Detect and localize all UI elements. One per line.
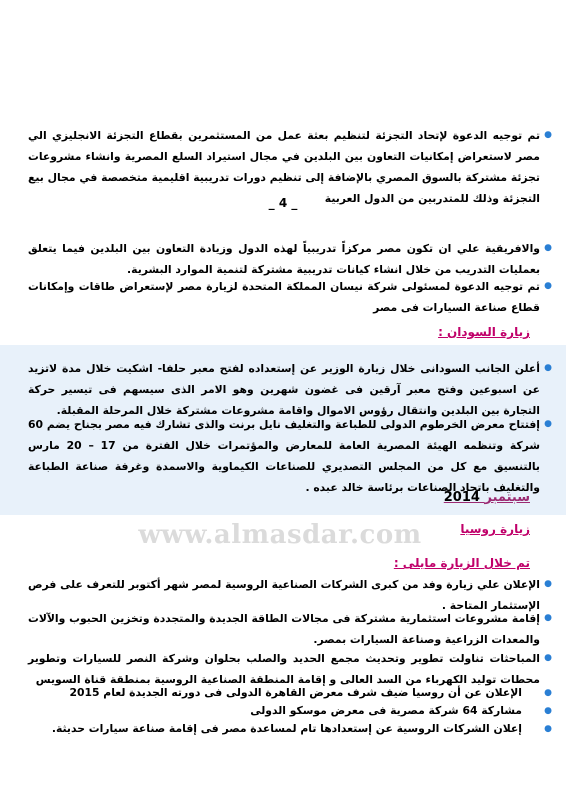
paragraph-nissan-invitation: تم توجيه الدعوة لمسئولى شركة نيسان المملكة المتحدة لزيارة مصر لإستعراض طاقات وإمكانات قطاع صناعة السيارات فى مصر [28, 280, 540, 314]
bullet-icon: ● [544, 706, 552, 716]
paragraph-joint-projects: إقامة مشروعات استثمارية مشتركة فى مجالات الطاقة الجديدة والمتجددة وتخزين الحبوب والآلات والمعدات الزراعية وصناعة السيارات بمصر. [28, 612, 540, 646]
heading-month: سبتمبر [484, 490, 530, 505]
list-item-moscow-fair: مشاركة 64 شركة مصرية فى معرض موسكو الدولى [250, 704, 522, 717]
heading-sudan-visit: زيارة السودان : [438, 325, 530, 339]
paragraph-talks-development: المباحثات تناولت تطوير وتحديث مجمع الحديد والصلب بحلوان وشركة النصر للسيارات وتطوير محطات توليد الكهرباء من السد العالى و إقامة المنطقة الصناعية الروسية بمنطقة قناة السويس [28, 652, 540, 686]
bullet-icon: ● [544, 688, 552, 698]
bullet-icon: ● [544, 653, 552, 663]
bullet-icon: ● [544, 724, 552, 734]
bullet-icon: ● [544, 363, 552, 373]
watermark-text: www.almasdar.com [138, 520, 422, 550]
paragraph-russian-delegation: الإعلان علي زيارة وفد من كبرى الشركات الصناعية الروسية لمصر شهر أكتوبر للتعرف على فرص الإستثمار المتاحة . [28, 578, 540, 612]
heading-visit-outcomes: تم خلال الزيارة مايلى : [393, 556, 530, 570]
bullet-icon: ● [544, 613, 552, 623]
bullet-icon: ● [544, 243, 552, 253]
paragraph-retail-delegation: تم توجيه الدعوة لإتحاد التجزئة لتنظيم بعثة عمل من المستثمرين بقطاع التجزئة الانجليزي الي مصر لاستعراض إمكانيات التعاون بين البلدين في مجال استيراد السلع المصرية وانشاء مشروعات تجزئة مشتركة بالسوق المصري بالإضافة إلى تنظيم دورات تدريبية اقليمية متخصصة في مجال بيع التجزئة وذلك للمتدربين من الدول العربية [28, 129, 540, 205]
bullet-icon: ● [544, 419, 552, 429]
bullet-icon: ● [544, 281, 552, 291]
page-number: _ 4 _ [268, 196, 298, 210]
heading-russia-visit: زيارة روسيا [460, 522, 530, 536]
paragraph-training-cooperation: والافريقية علي ان تكون مصر مركزاً تدريبياً لهذه الدول وزيادة التعاون بين البلدين فيما يتعلق بعمليات التدريب من خلال انشاء كيانات تدريبية مشتركة لتنمية الموارد البشرية. [28, 242, 540, 276]
heading-year: 2014 [443, 490, 480, 505]
bullet-icon: ● [544, 130, 552, 140]
list-item-guest-of-honor: الإعلان عن أن روسيا ضيف شرف معرض القاهرة الدولى فى دورته الجديدة لعام 2015 [69, 686, 522, 699]
paragraph-sudan-crossings: أعلن الجانب السودانى خلال زيارة الوزير عن إستعداده لفتح معبر حلفا- اشكيت خلال مدة لاتزيد عن اسبوعين وفتح معبر آرقين فى غضون شهرين وهو الامر الذى سيسهم فى تيسير حركة التجارة بين البلدين وانتقال رؤوس الاموال واقامة مشروعات مشتركة خلال المرحلة المقبلة. [28, 362, 540, 417]
bullet-icon: ● [544, 579, 552, 589]
list-item-car-industry: إعلان الشركات الروسية عن إستعدادها تام لمساعدة مصر فى إقامة صناعة سيارات حديثة. [51, 722, 522, 735]
paragraph-khartoum-exhibition: إفتتاح معرض الخرطوم الدولى للطباعة والتغليف نايل برنت والذى تشارك فيه مصر بجناح يضم 60 شركة وتنظمه الهيئة المصرية العامة للمعارض والمؤتمرات خلال الفترة من 17 – 20 مارس بالتنسيق مع كل من المجلس التصديري للصناعات الكيماوية والاسمدة وغرفة صناعة الطباعة والتغليف باتحاد الصناعات برئاسة خالد عبده . [28, 418, 540, 494]
heading-september-2014 [444, 490, 530, 505]
